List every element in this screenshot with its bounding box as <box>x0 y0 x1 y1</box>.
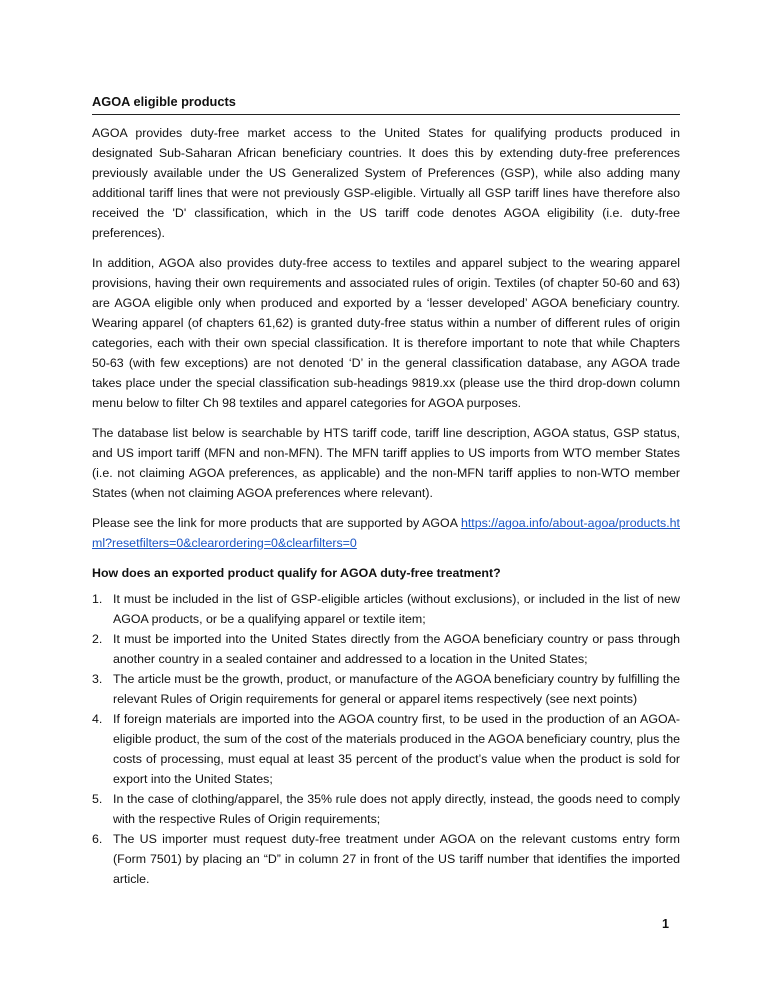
list-item <box>92 589 680 629</box>
list-item-text: It must be included in the list of GSP-eligible articles (without exclusions), or included in the list of new AGOA products, or be a qualifying apparel or textile item; <box>113 592 680 626</box>
qualification-subheading: How does an exported product qualify for AGOA duty-free treatment? <box>92 566 501 580</box>
list-item <box>92 789 680 829</box>
list-item-number: 3. <box>92 672 103 686</box>
agoa-products-link[interactable]: https://agoa.info/about-agoa/products.html?resetfilters=0&clearordering=0&clearfilters=0 <box>92 516 680 550</box>
intro-paragraph: AGOA provides duty-free market access to the United States for qualifying products produced in designated Sub-Saharan African beneficiary countries. It does this by extending duty-free preferences previously available under the US Generalized System of Preferences (GSP), while also adding many additional tariff lines that were not previously GSP-eligible. Virtually all GSP tariff lines have therefore also received the 'D' classification, which in the US tariff code denotes AGOA eligibility (i.e. duty-free preferences). <box>92 126 680 240</box>
list-item-text: The article must be the growth, product, or manufacture of the AGOA beneficiary country by fulfilling the relevant Rules of Origin requirements for general or apparel items respectively (see next points) <box>113 672 680 706</box>
qualification-list <box>92 589 680 889</box>
list-item-text: If foreign materials are imported into the AGOA country first, to be used in the production of an AGOA-eligible product, the sum of the cost of the materials produced in the AGOA beneficiary country, plus the costs of processing, must equal at least 35 percent of the product’s value when the product is sold for export into the United States; <box>113 712 680 786</box>
page-number: 1 <box>662 917 670 931</box>
list-item-number: 2. <box>92 632 103 646</box>
page-content <box>92 92 680 889</box>
list-item-number: 5. <box>92 792 103 806</box>
list-item-number: 1. <box>92 592 103 606</box>
textiles-paragraph: In addition, AGOA also provides duty-free access to textiles and apparel subject to the wearing apparel provisions, having their own requirements and associated rules of origin. Textiles (of chapter 50-60 and 63) are AGOA eligible only when produced and exported by a ‘lesser developed’ AGOA beneficiary country. Wearing apparel (of chapters 61,62) is granted duty-free status within a number of different rules of origin categories, each with their own special classification. It is therefore important to note that while Chapters 50-63 (with few exceptions) are not denoted ‘D’ in the general classification database, any AGOA trade takes place under the special classification sub-headings 9819.xx (please use the third drop-down column menu below to filter Ch 98 textiles and apparel categories for AGOA purposes. <box>92 256 680 410</box>
page-title: AGOA eligible products <box>92 92 680 115</box>
list-item-text: The US importer must request duty-free treatment under AGOA on the relevant customs entry form (Form 7501) by placing an “D” in column 27 in front of the US tariff number that identifies the imported article. <box>113 832 680 886</box>
list-item-text: It must be imported into the United States directly from the AGOA beneficiary country or pass through another country in a sealed container and addressed to a location in the United States; <box>113 632 680 666</box>
database-paragraph: The database list below is searchable by HTS tariff code, tariff line description, AGOA status, GSP status, and US import tariff (MFN and non-MFN). The MFN tariff applies to US imports from WTO member States (i.e. not claiming AGOA preferences, as applicable) and the non-MFN tariff applies to non-WTO member States (when not claiming AGOA preferences where relevant). <box>92 426 680 500</box>
list-item <box>92 629 680 669</box>
list-item <box>92 669 680 709</box>
list-item <box>92 709 680 789</box>
list-item-number: 6. <box>92 832 103 846</box>
list-item <box>92 829 680 889</box>
list-item-text: In the case of clothing/apparel, the 35% rule does not apply directly, instead, the goods need to comply with the respective Rules of Origin requirements; <box>113 792 680 826</box>
link-paragraph <box>92 513 680 553</box>
link-intro-text: Please see the link for more products that are supported by AGOA <box>92 516 461 530</box>
list-item-number: 4. <box>92 712 103 726</box>
